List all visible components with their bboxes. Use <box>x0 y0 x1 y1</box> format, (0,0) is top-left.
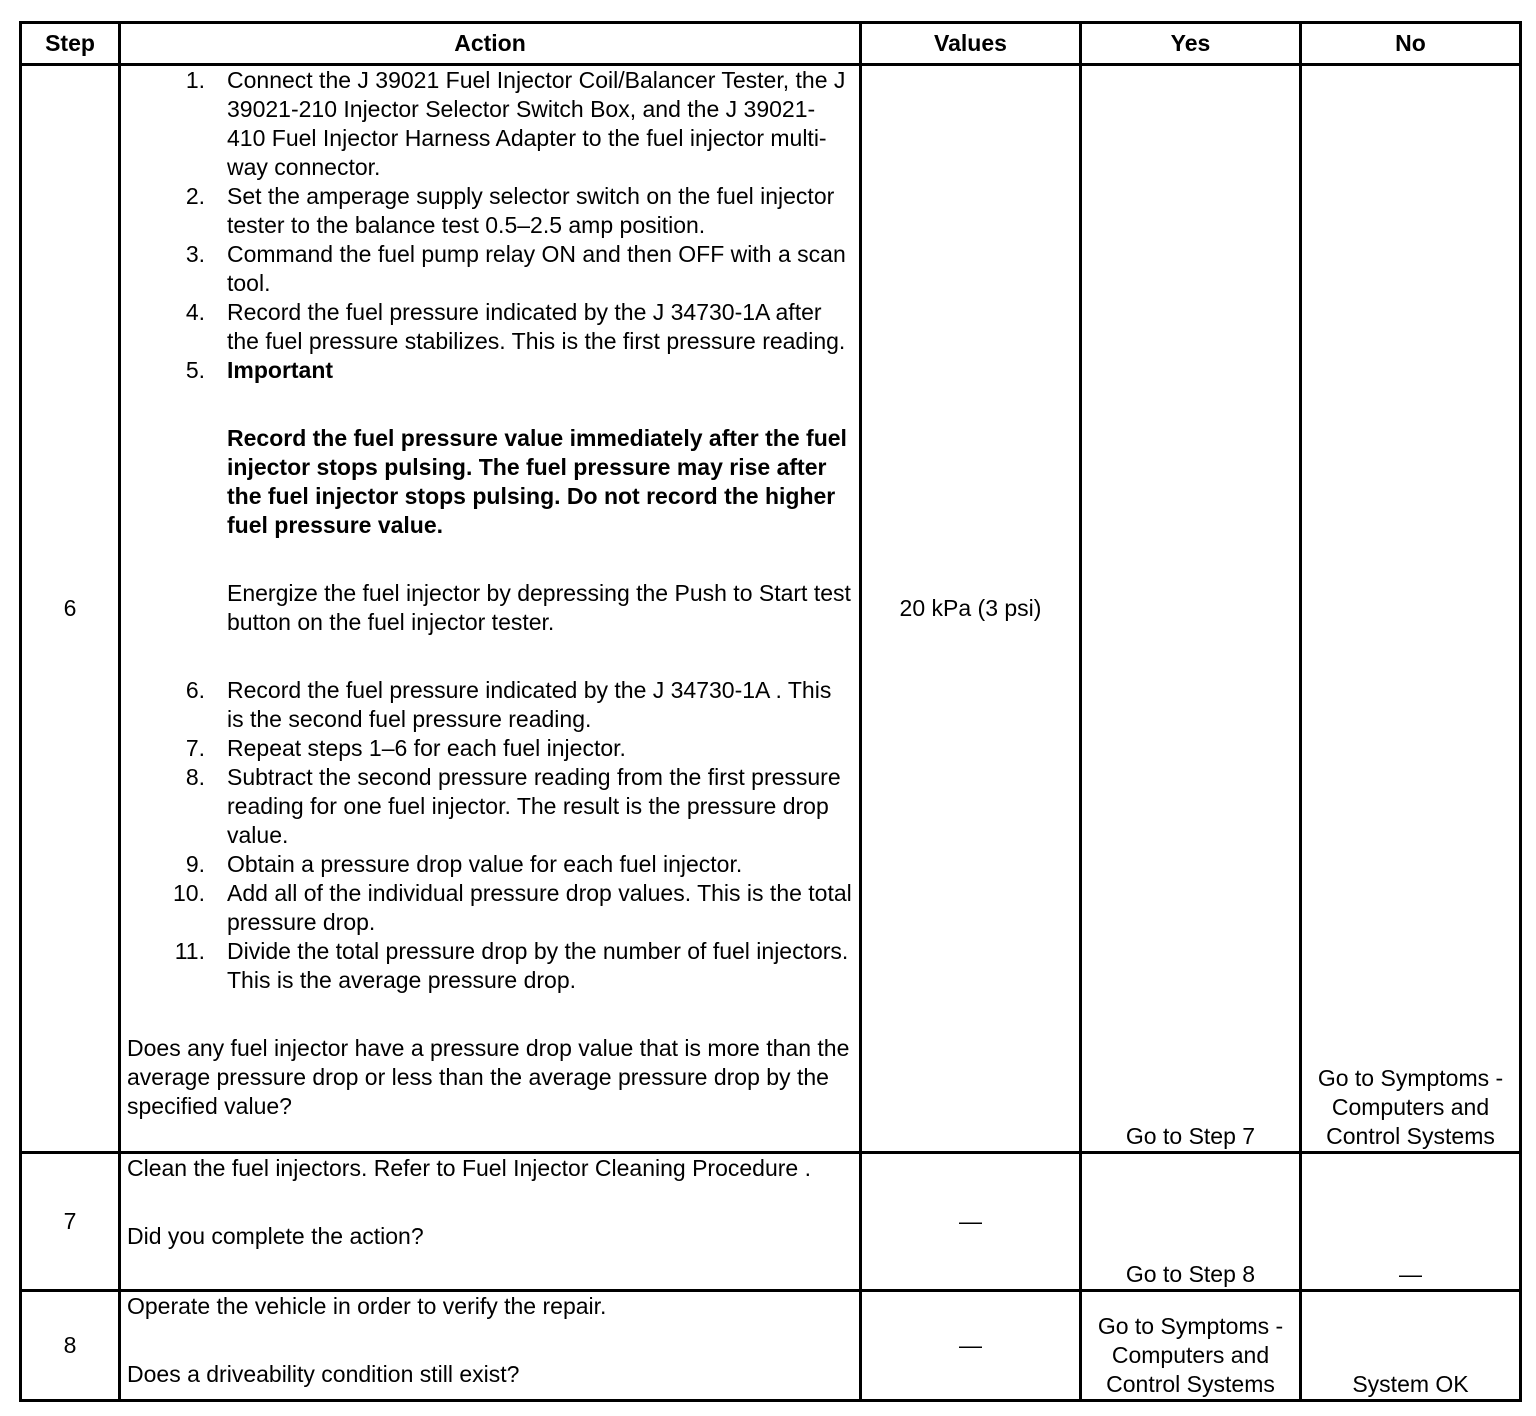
yes-cell: Go to Step 8 <box>1081 1153 1301 1291</box>
item-number: 11. <box>174 938 205 964</box>
table-row-step-8 <box>21 1291 1521 1401</box>
item-text: Add all of the individual pressure drop values. This is the total pressure drop. <box>227 880 852 935</box>
list-item <box>127 356 853 676</box>
yes-cell: Go to Step 7 <box>1081 65 1301 1153</box>
item-number: 7. <box>185 735 205 761</box>
table-row-step-6 <box>21 65 1521 1153</box>
step-number: 6 <box>21 65 120 1153</box>
header-values: Values <box>861 23 1081 65</box>
no-cell: System OK <box>1301 1291 1521 1401</box>
table-row-step-7 <box>21 1153 1521 1291</box>
no-cell: Go to Symptoms - Computers and Control Systems <box>1301 65 1521 1153</box>
item-text: Record the fuel pressure indicated by the J 34730-1A after the fuel pressure stabilizes. This is the first pressure reading. <box>227 299 846 354</box>
important-warning: Record the fuel pressure value immediately after the fuel injector stops pulsing. The fuel pressure may rise after the fuel injector stops pulsing. Do not record the higher fuel pressure value. <box>227 425 847 538</box>
action-text: Operate the vehicle in order to verify the repair. <box>127 1293 607 1319</box>
list-item <box>127 763 853 850</box>
step-number: 7 <box>21 1153 120 1291</box>
list-item <box>127 937 853 995</box>
question-text: Did you complete the action? <box>127 1223 424 1249</box>
header-step: Step <box>21 23 120 65</box>
list-item <box>127 240 853 298</box>
item-number: 5. <box>185 357 205 383</box>
question-text: Does any fuel injector have a pressure drop value that is more than the average pressure drop or less than the average pressure drop by the specified value? <box>127 1035 850 1119</box>
header-row <box>21 23 1521 65</box>
item-text: Obtain a pressure drop value for each fuel injector. <box>227 851 743 877</box>
list-item <box>127 298 853 356</box>
item-text: Divide the total pressure drop by the number of fuel injectors. This is the average pressure drop. <box>227 938 849 993</box>
item-text: Set the amperage supply selector switch on the fuel injector tester to the balance test 0.5–2.5 amp position. <box>227 183 835 238</box>
procedure-list <box>127 66 853 995</box>
item-number: 2. <box>185 183 205 209</box>
action-cell <box>120 65 861 1153</box>
list-item <box>127 850 853 879</box>
header-no: No <box>1301 23 1521 65</box>
no-cell: — <box>1301 1153 1521 1291</box>
header-action: Action <box>120 23 861 65</box>
item-number: 9. <box>185 851 205 877</box>
important-title: Important <box>227 357 334 383</box>
item-number: 6. <box>185 677 205 703</box>
item-number: 4. <box>185 299 205 325</box>
action-cell <box>120 1291 861 1401</box>
step-number: 8 <box>21 1291 120 1401</box>
important-block <box>227 356 853 676</box>
item-text: Repeat steps 1–6 for each fuel injector. <box>227 735 626 761</box>
action-cell <box>120 1153 861 1291</box>
item-text: Connect the J 39021 Fuel Injector Coil/Balancer Tester, the J 39021-210 Injector Selector Switch Box, and the J 39021-410 Fuel Injector Harness Adapter to the fuel injector multi-way connector. <box>227 67 846 180</box>
question-text: Does a driveability condition still exist? <box>127 1361 520 1387</box>
item-text: Record the fuel pressure indicated by the J 34730-1A . This is the second fuel pressure reading. <box>227 677 832 732</box>
header-yes: Yes <box>1081 23 1301 65</box>
item-number: 10. <box>173 880 205 906</box>
item-text: Command the fuel pump relay ON and then OFF with a scan tool. <box>227 241 846 296</box>
diagnostic-table <box>19 21 1522 1402</box>
action-text: Clean the fuel injectors. Refer to Fuel Injector Cleaning Procedure . <box>127 1155 811 1181</box>
value-cell: — <box>861 1153 1081 1291</box>
value-cell: — <box>861 1291 1081 1401</box>
list-item <box>127 879 853 937</box>
yes-cell: Go to Symptoms - Computers and Control Systems <box>1081 1291 1301 1401</box>
list-item <box>127 734 853 763</box>
item-text: Energize the fuel injector by depressing the Push to Start test button on the fuel injector tester. <box>227 580 851 635</box>
list-item <box>127 66 853 182</box>
item-number: 1. <box>185 67 205 93</box>
list-item <box>127 676 853 734</box>
list-item <box>127 182 853 240</box>
value-cell: 20 kPa (3 psi) <box>861 65 1081 1153</box>
item-number: 3. <box>185 241 205 267</box>
item-text: Subtract the second pressure reading from the first pressure reading for one fuel injector. The result is the pressure drop value. <box>227 764 841 848</box>
item-number: 8. <box>185 764 205 790</box>
